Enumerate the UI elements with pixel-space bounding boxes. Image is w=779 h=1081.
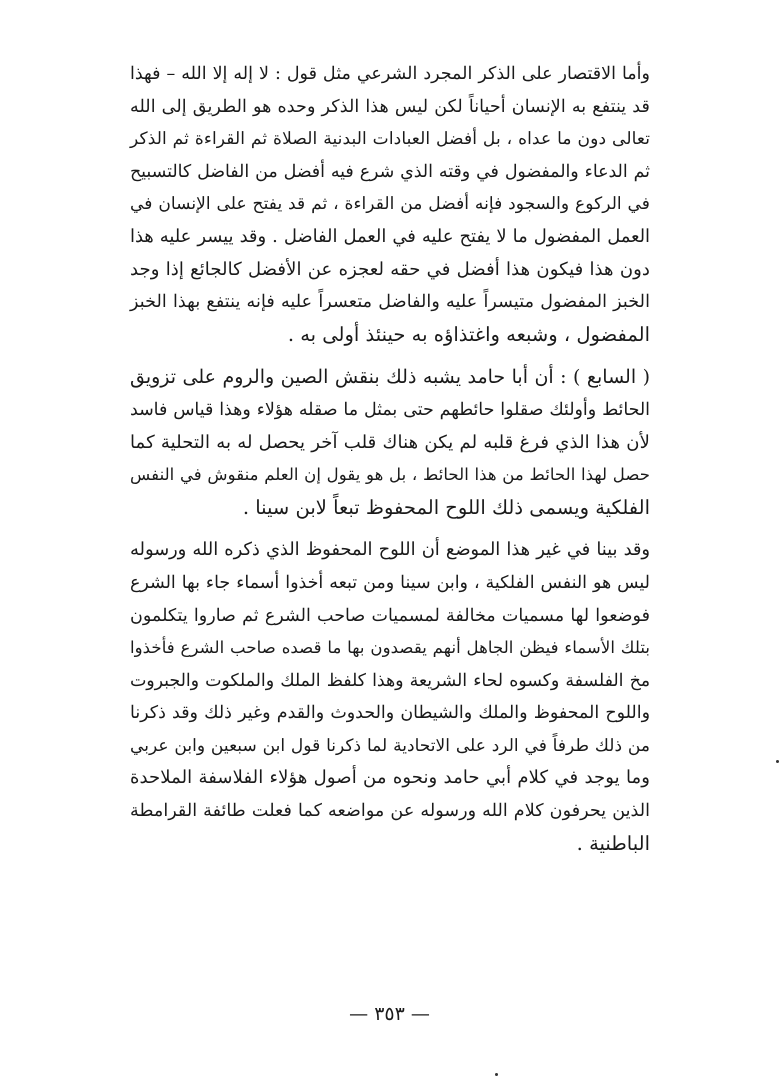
- text-line: ليس هو النفس الفلكية ، وابن سينا ومن تبعه أخذوا أسماء جاء بها الشرع: [130, 572, 650, 593]
- text-line: في الركوع والسجود فإنه أفضل من القراءة ، ثم قد يفتح على الإنسان في: [130, 194, 650, 215]
- text-line: مخ الفلسفة وكسوه لحاء الشريعة وهذا كلفظ الملك والملكوت والجبروت: [130, 670, 650, 691]
- text-line: الحائط وأولئك صقلوا حائطهم حتى بمثل ما صقله هؤلاء وهذا قياس فاسد: [130, 399, 650, 420]
- text-line: وما يوجد في كلام أبي حامد ونحوه من أصول هؤلاء الفلاسفة الملاحدة: [130, 767, 650, 789]
- text-line: الفلكية ويسمى ذلك اللوح المحفوظ تبعاً لابن سينا .: [242, 495, 650, 519]
- text-line: تعالى دون ما عداه ، بل أفضل العبادات البدنية الصلاة ثم القراءة ثم الذكر: [130, 129, 650, 150]
- text-line: ثم الدعاء والمفضول في وقته الذي شرع فيه أفضل من الفاضل كالتسبيح: [130, 161, 650, 182]
- text-line: بتلك الأسماء فيظن الجاهل أنهم يقصدون بها ما قصده صاحب الشرع فأخذوا: [130, 638, 650, 658]
- text-line: من ذلك طرفاً في الرد على الاتحادية لما ذكرنا قول ابن سبعين وابن عربي: [130, 735, 650, 756]
- text-line: وأما الاقتصار على الذكر المجرد الشرعي مثل قول : لا إله إلا الله – فهذا: [130, 64, 650, 84]
- text-line: وقد بينا في غير هذا الموضع أن اللوح المحفوظ الذي ذكره الله ورسوله: [130, 539, 650, 561]
- text-line: ( السابع ) : أن أبا حامد يشبه ذلك بنقش الصين والروم على تزويق: [130, 366, 650, 389]
- text-line: الخبز المفضول متيسراً عليه والفاضل متعسراً عليه فإنه ينتفع بهذا الخبز: [130, 292, 650, 313]
- page-body: [130, 58, 650, 1058]
- text-line: دون هذا فيكون هذا أفضل في حقه لعجزه عن الأفضل كالجائع إذا وجد: [130, 258, 650, 280]
- scan-speck: [495, 1073, 498, 1076]
- paragraph-2: [130, 361, 650, 524]
- text-line: فوضعوا لها مسميات مخالفة لمسميات صاحب الشرع ثم صاروا يتكلمون: [130, 605, 650, 626]
- text-line: المفضول ، وشبعه واغتذاؤه به حينئذ أولى به .: [287, 322, 650, 346]
- paragraph-3: [130, 534, 650, 860]
- text-line: الباطنية .: [576, 831, 650, 855]
- page-number: — ٣٥٣ —: [349, 1003, 430, 1025]
- text-line: واللوح المحفوظ والملك والشيطان والحدوث والقدم وغير ذلك وقد ذكرنا: [130, 703, 650, 724]
- text-line: حصل لهذا الحائط من هذا الحائط ، بل هو يقول إن العلم منقوش في النفس: [130, 465, 650, 485]
- text-line: قد ينتفع به الإنسان أحياناً لكن ليس هذا الذكر وحده هو الطريق إلى الله: [130, 96, 650, 117]
- text-line: لأن هذا الذي فرغ قلبه لم يكن هناك قلب آخر يحصل له به التحلية كما: [130, 431, 650, 453]
- text-line: الذين يحرفون كلام الله ورسوله عن مواضعه كما فعلت طائفة القرامطة: [130, 801, 650, 822]
- text-line: العمل المفضول ما لا يفتح عليه في العمل الفاضل . وقد ييسر عليه هذا: [130, 225, 650, 247]
- paragraph-1: [130, 58, 650, 351]
